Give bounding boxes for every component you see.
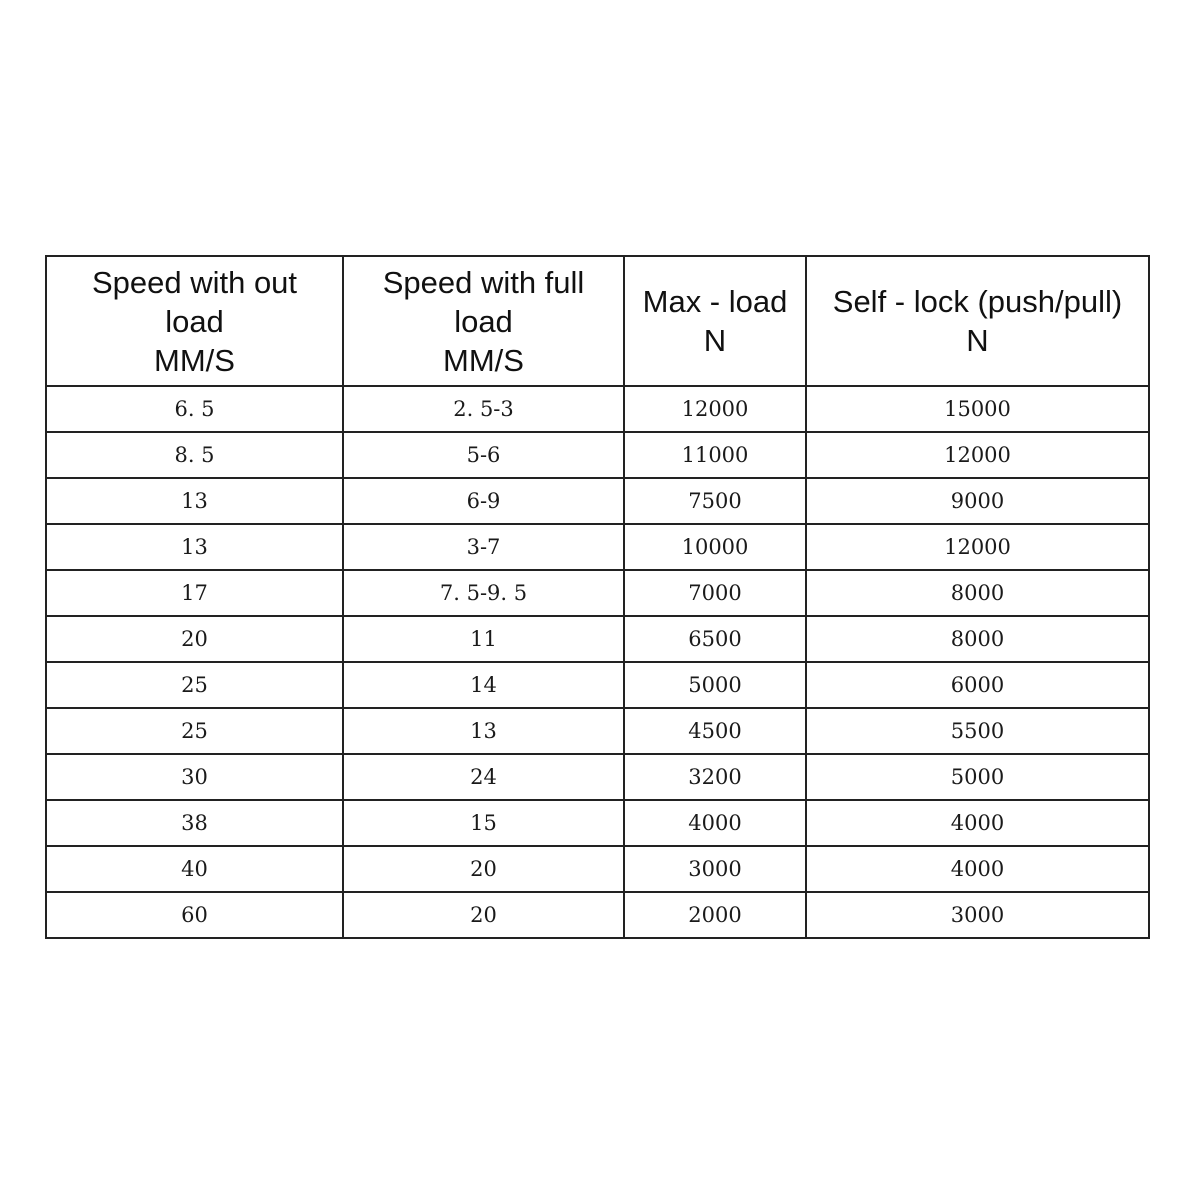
- cell-speed-full-load: 13: [343, 708, 624, 754]
- cell-max-load: 2000: [624, 892, 806, 938]
- header-line: Self - lock (push/pull): [832, 284, 1123, 319]
- cell-speed-full-load: 3-7: [343, 524, 624, 570]
- cell-max-load: 10000: [624, 524, 806, 570]
- table-row: [46, 570, 1149, 616]
- header-line: N: [703, 323, 727, 358]
- table-row: [46, 846, 1149, 892]
- cell-max-load: 7500: [624, 478, 806, 524]
- cell-max-load: 7000: [624, 570, 806, 616]
- cell-self-lock: 12000: [806, 432, 1149, 478]
- cell-max-load: 3200: [624, 754, 806, 800]
- cell-speed-full-load: 11: [343, 616, 624, 662]
- cell-speed-no-load: 6. 5: [46, 386, 343, 432]
- cell-self-lock: 4000: [806, 800, 1149, 846]
- cell-speed-no-load: 20: [46, 616, 343, 662]
- cell-self-lock: 4000: [806, 846, 1149, 892]
- table-row: [46, 892, 1149, 938]
- cell-speed-no-load: 25: [46, 708, 343, 754]
- table-row: [46, 708, 1149, 754]
- cell-speed-full-load: 14: [343, 662, 624, 708]
- cell-speed-no-load: 38: [46, 800, 343, 846]
- cell-max-load: 4500: [624, 708, 806, 754]
- cell-self-lock: 8000: [806, 616, 1149, 662]
- cell-max-load: 5000: [624, 662, 806, 708]
- header-max-load: [624, 256, 806, 386]
- header-line: Speed with full: [382, 264, 585, 300]
- cell-self-lock: 12000: [806, 524, 1149, 570]
- cell-speed-no-load: 13: [46, 478, 343, 524]
- cell-speed-no-load: 13: [46, 524, 343, 570]
- cell-speed-no-load: 17: [46, 570, 343, 616]
- table-row: [46, 616, 1149, 662]
- cell-speed-full-load: 20: [343, 846, 624, 892]
- cell-self-lock: 5000: [806, 754, 1149, 800]
- cell-self-lock: 8000: [806, 570, 1149, 616]
- cell-speed-full-load: 24: [343, 754, 624, 800]
- header-line: load: [454, 303, 513, 339]
- header-line: MM/S: [443, 342, 524, 378]
- cell-max-load: 4000: [624, 800, 806, 846]
- header-line: Speed with out: [91, 264, 298, 300]
- cell-max-load: 12000: [624, 386, 806, 432]
- table-row: [46, 478, 1149, 524]
- header-speed-full-load: [343, 256, 624, 386]
- table-row: [46, 524, 1149, 570]
- table-row: [46, 386, 1149, 432]
- cell-self-lock: 5500: [806, 708, 1149, 754]
- header-line: load: [165, 303, 224, 339]
- table-body: [46, 386, 1149, 938]
- cell-speed-full-load: 15: [343, 800, 624, 846]
- cell-speed-full-load: 7. 5-9. 5: [343, 570, 624, 616]
- cell-speed-no-load: 8. 5: [46, 432, 343, 478]
- header-self-lock: [806, 256, 1149, 386]
- cell-speed-full-load: 6-9: [343, 478, 624, 524]
- cell-max-load: 6500: [624, 616, 806, 662]
- header-row: [46, 256, 1149, 386]
- table-row: [46, 662, 1149, 708]
- cell-max-load: 11000: [624, 432, 806, 478]
- header-speed-no-load: [46, 256, 343, 386]
- cell-speed-full-load: 20: [343, 892, 624, 938]
- cell-speed-full-load: 5-6: [343, 432, 624, 478]
- table-row: [46, 754, 1149, 800]
- cell-speed-no-load: 30: [46, 754, 343, 800]
- cell-self-lock: 3000: [806, 892, 1149, 938]
- cell-self-lock: 15000: [806, 386, 1149, 432]
- header-line: Max - load: [642, 284, 788, 319]
- cell-max-load: 3000: [624, 846, 806, 892]
- cell-speed-no-load: 60: [46, 892, 343, 938]
- table-row: [46, 800, 1149, 846]
- spec-table: [45, 255, 1150, 939]
- cell-speed-full-load: 2. 5-3: [343, 386, 624, 432]
- cell-self-lock: 9000: [806, 478, 1149, 524]
- header-line: N: [966, 323, 989, 358]
- cell-speed-no-load: 40: [46, 846, 343, 892]
- header-line: MM/S: [154, 342, 235, 378]
- cell-self-lock: 6000: [806, 662, 1149, 708]
- cell-speed-no-load: 25: [46, 662, 343, 708]
- table-row: [46, 432, 1149, 478]
